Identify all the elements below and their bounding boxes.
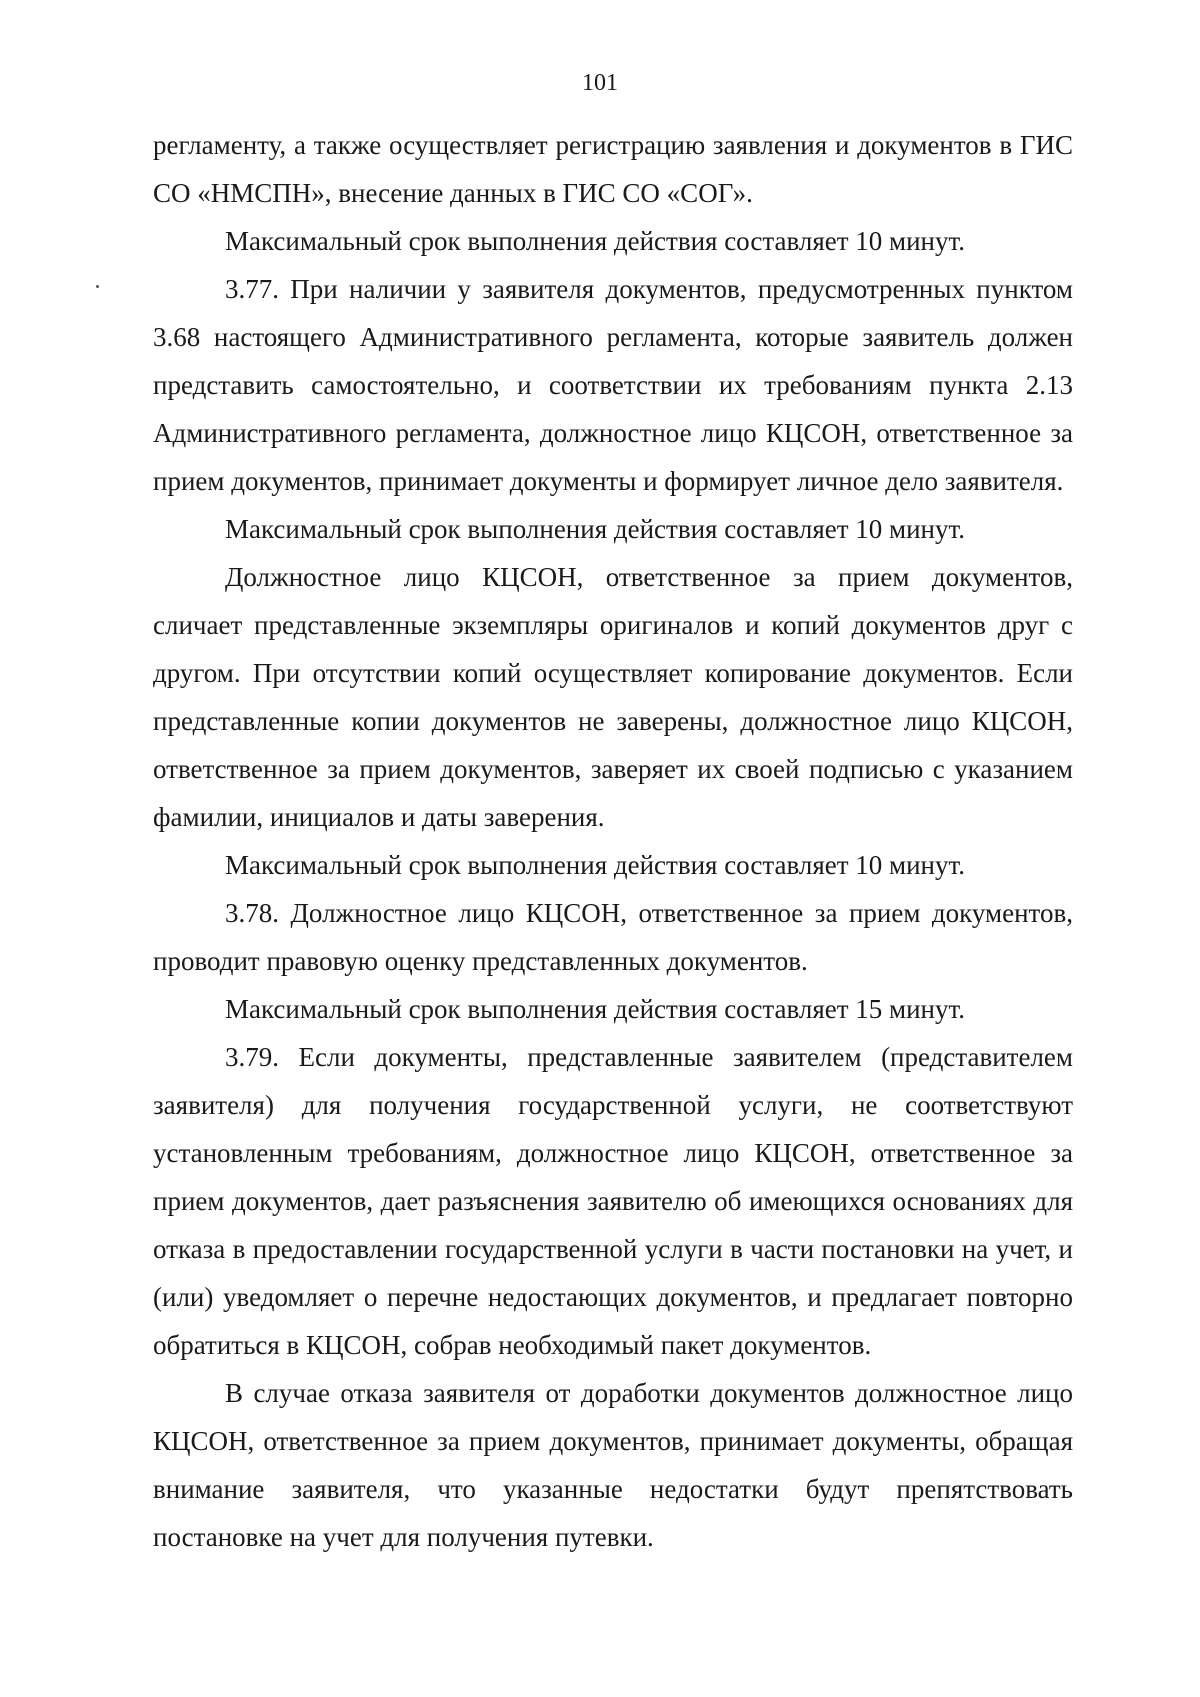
paragraph-time-limit: Максимальный срок выполнения действия составляет 10 минут. [225, 514, 966, 544]
scan-dot [96, 285, 99, 288]
paragraph-time-limit: Максимальный срок выполнения действия составляет 15 минут. [225, 994, 966, 1024]
paragraph-continuation: регламенту, а также осуществляет регистрацию заявления и документов в ГИС СО «НМСПН», внесение данных в ГИС СО «СОГ». [153, 130, 1073, 208]
paragraph-3-77: 3.77. При наличии у заявителя документов, предусмотренных пунктом 3.68 настоящего Административного регламента, которые заявитель должен представить самостоятельно, и соответствии их требованиям пункта 2.13 Административного регламента, должностное лицо КЦСОН, ответственное за прием документов, принимает документы и формирует личное дело заявителя. [153, 274, 1073, 496]
document-body [153, 121, 1073, 1561]
paragraph-time-limit: Максимальный срок выполнения действия составляет 10 минут. [225, 850, 966, 880]
page-number: 101 [582, 70, 618, 96]
paragraph-3-78: 3.78. Должностное лицо КЦСОН, ответственное за прием документов, проводит правовую оценку представленных документов. [153, 898, 1073, 976]
paragraph-time-limit: Максимальный срок выполнения действия составляет 10 минут. [225, 226, 966, 256]
paragraph-document-check: Должностное лицо КЦСОН, ответственное за прием документов, сличает представленные экземпляры оригиналов и копий документов друг с другом. При отсутствии копий осуществляет копирование документов. Если представленные копии документов не заверены, должностное лицо КЦСОН, ответственное за прием документов, заверяет их своей подписью с указанием фамилии, инициалов и даты заверения. [153, 562, 1073, 832]
paragraph-refusal: В случае отказа заявителя от доработки документов должностное лицо КЦСОН, ответственное за прием документов, принимает документы, обращая внимание заявителя, что указанные недостатки будут препятствовать постановке на учет для получения путевки. [153, 1378, 1073, 1552]
paragraph-3-79: 3.79. Если документы, представленные заявителем (представителем заявителя) для получения государственной услуги, не соответствуют установленным требованиям, должностное лицо КЦСОН, ответственное за прием документов, дает разъяснения заявителю об имеющихся основаниях для отказа в предоставлении государственной услуги в части постановки на учет, и (или) уведомляет о перечне недостающих документов, и предлагает повторно обратиться в КЦСОН, собрав необходимый пакет документов. [153, 1042, 1073, 1360]
